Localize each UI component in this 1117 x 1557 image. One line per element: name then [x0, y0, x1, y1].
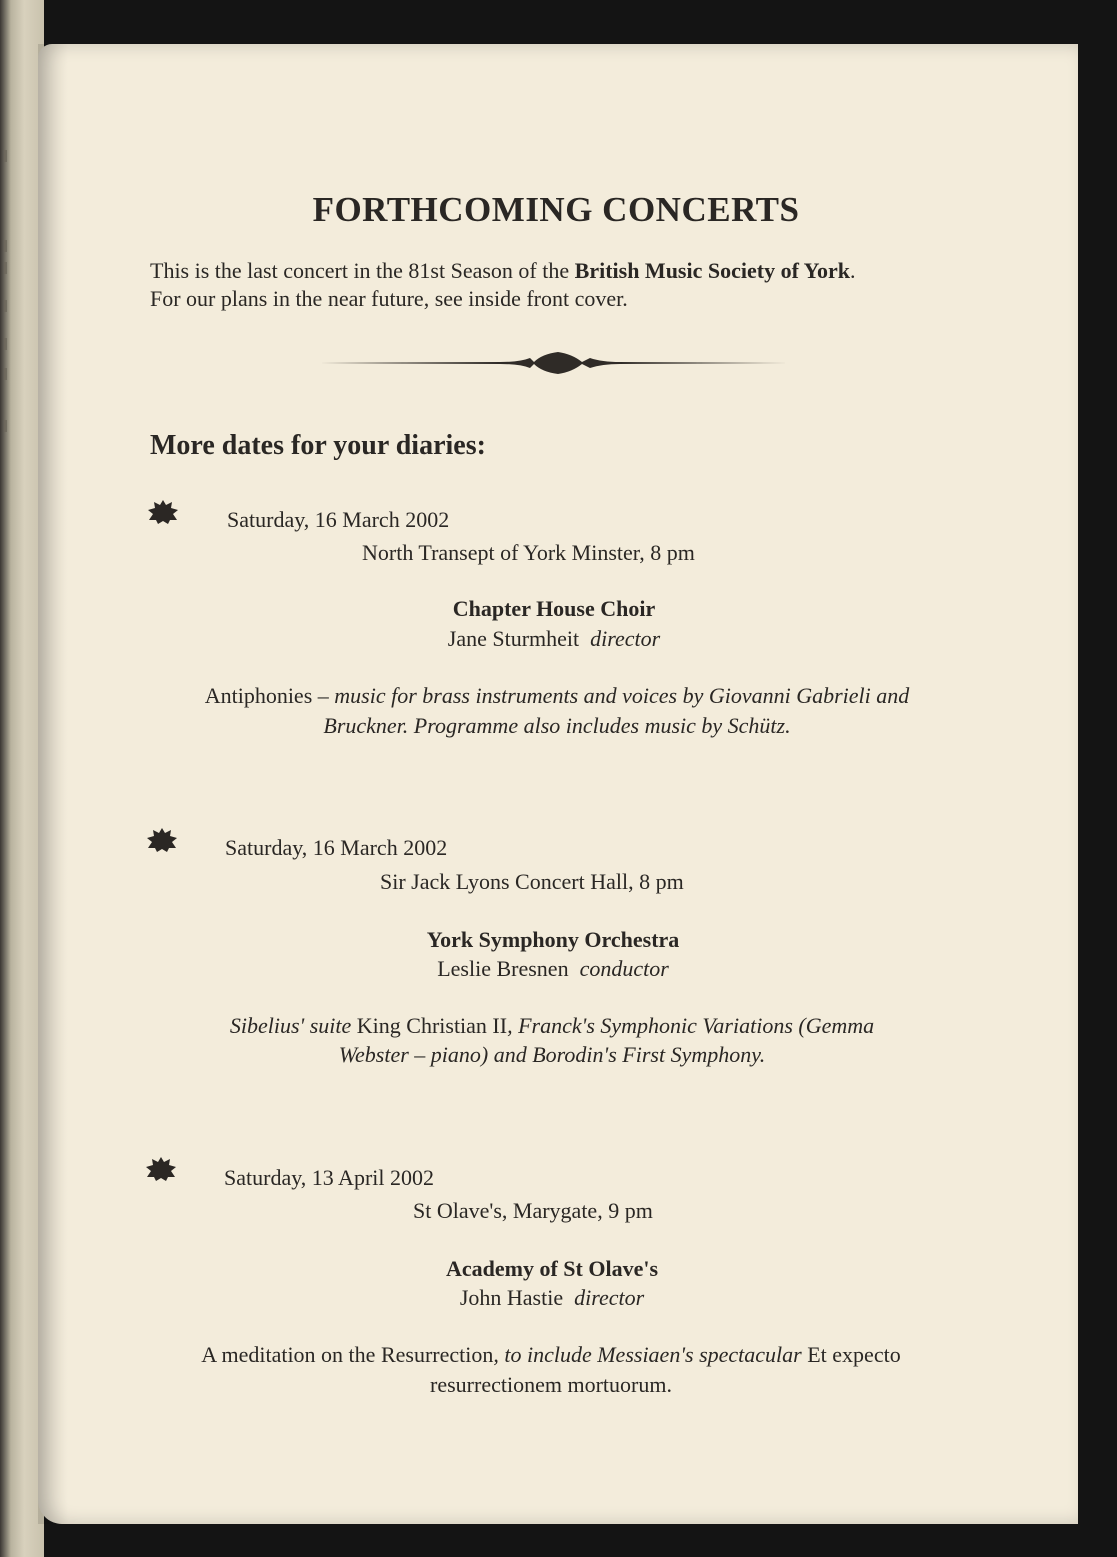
- concert-description-line-1: [110, 1013, 994, 1039]
- person-name: Jane Sturmheit: [447, 626, 580, 651]
- page-edge-mark: [4, 420, 7, 432]
- starburst-bullet-icon: [146, 1157, 176, 1181]
- desc-italic: Webster – piano) and Borodin's First Symphony.: [338, 1042, 766, 1067]
- page-edge-mark: [4, 368, 7, 380]
- concert-venue: St Olave's, Marygate, 9 pm: [413, 1198, 653, 1223]
- concert-person: [0, 626, 1108, 652]
- desc-plain: Antiphonies –: [204, 683, 335, 708]
- desc-italic: , Franck's Symphonic Variations (Gemma: [507, 1013, 875, 1038]
- society-name: British Music Society of York: [574, 258, 851, 283]
- concert-description-line-1: [110, 683, 1004, 709]
- desc-italic: , to include Messiaen's spectacular: [493, 1342, 802, 1367]
- ornamental-rule: [320, 346, 788, 380]
- diaries-heading: More dates for your diaries:: [150, 430, 486, 461]
- intro-line-2: For our plans in the near future, see inside front cover.: [150, 286, 628, 311]
- intro-line-1: [150, 258, 856, 284]
- page-edge-mark: [4, 150, 7, 162]
- desc-plain: King Christian II: [351, 1013, 508, 1038]
- desc-plain: A meditation on the Resurrection: [201, 1342, 494, 1367]
- concert-description-line-2: [110, 713, 1004, 739]
- person-name: Leslie Bresnen: [437, 956, 569, 981]
- concert-venue: North Transept of York Minster, 8 pm: [362, 540, 695, 565]
- page-edge-mark: [4, 240, 7, 252]
- person-role: director: [590, 626, 661, 651]
- concert-description-line-2: resurrectionem mortuorum.: [430, 1372, 672, 1397]
- desc-italic: music for brass instruments and voices by Giovanni Gabrieli and: [334, 683, 910, 708]
- person-name: John Hastie: [459, 1285, 564, 1310]
- concert-performer: York Symphony Orchestra: [426, 927, 680, 952]
- concert-description-line-1: [108, 1342, 994, 1368]
- concert-description-line-2: [110, 1042, 994, 1068]
- concert-person: [0, 956, 1106, 982]
- concert-date: Saturday, 16 March 2002: [225, 835, 448, 860]
- desc-italic: Bruckner. Programme also includes music by Schütz.: [323, 713, 791, 738]
- starburst-bullet-icon: [147, 828, 177, 852]
- concert-performer: Chapter House Choir: [452, 596, 656, 621]
- starburst-bullet-icon: [148, 500, 178, 524]
- page-edge-mark: [4, 338, 7, 350]
- desc-plain: Et expecto: [801, 1342, 901, 1367]
- concert-date: Saturday, 16 March 2002: [227, 507, 450, 532]
- intro-punct: .: [850, 258, 856, 283]
- concert-date: Saturday, 13 April 2002: [224, 1165, 434, 1190]
- concert-performer: Academy of St Olave's: [445, 1256, 659, 1281]
- person-role: conductor: [579, 956, 669, 981]
- page-edge-mark: [4, 300, 7, 312]
- page-edge-mark: [4, 262, 7, 274]
- person-role: director: [574, 1285, 645, 1310]
- concert-person: [0, 1285, 1104, 1311]
- intro-text: This is the last concert in the 81st Season of the: [150, 258, 575, 283]
- desc-italic: Sibelius' suite: [229, 1013, 352, 1038]
- concert-venue: Sir Jack Lyons Concert Hall, 8 pm: [380, 869, 684, 894]
- page-title: FORTHCOMING CONCERTS: [312, 190, 800, 229]
